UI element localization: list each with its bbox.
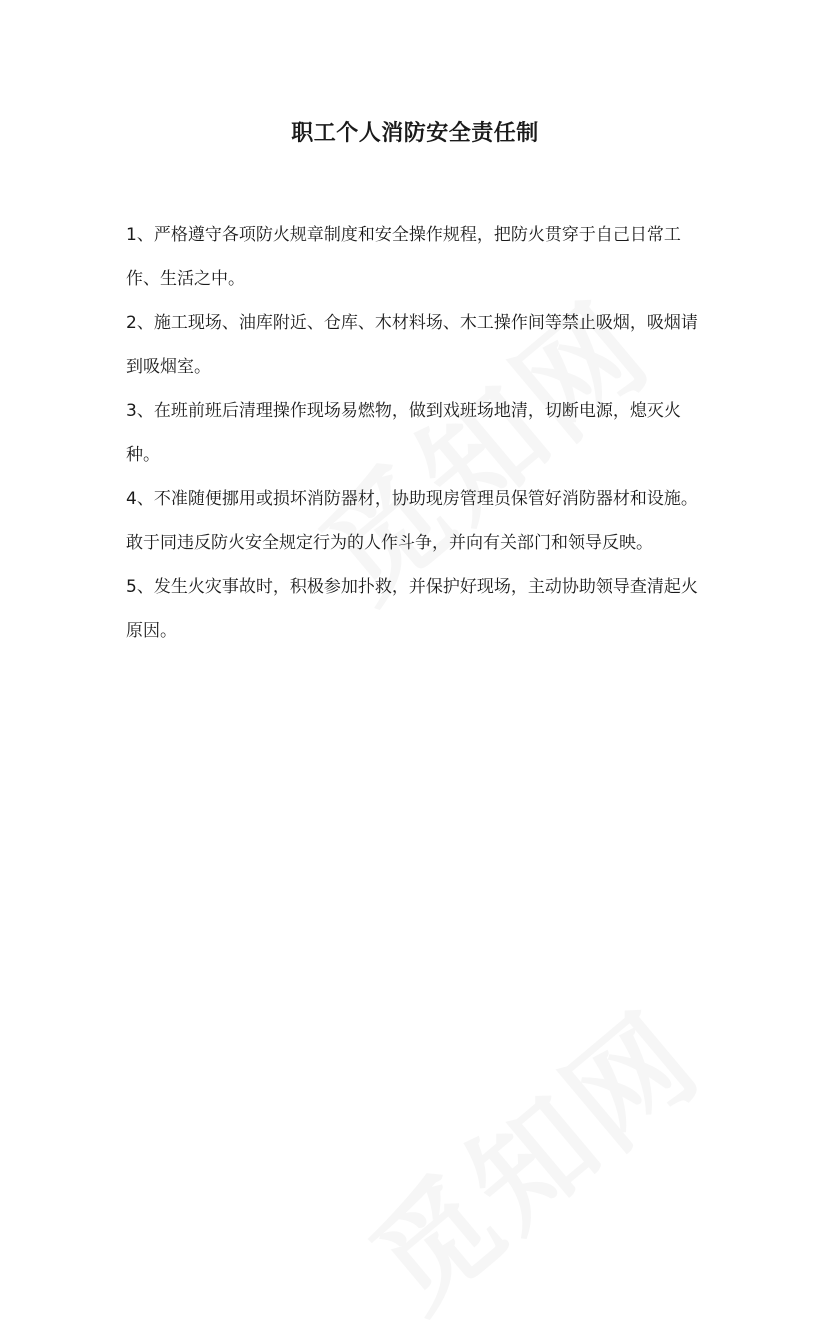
document-body [126,213,711,653]
watermark [330,967,730,1342]
clause-3: 3、在班前班后清理操作现场易燃物，做到戏班场地清，切断电源，熄灭火种。 [126,401,681,465]
clause-4: 4、不准随便挪用或损坏消防器材，协助现房管理员保管好消防器材和设施。敢于同违反防火安全规定行为的人作斗争，并向有关部门和领导反映。 [126,489,698,553]
clause-1: 1、严格遵守各项防火规章制度和安全操作规程，把防火贯穿于自己日常工作、生活之中。 [126,225,681,289]
clause-5: 5、发生火灾事故时，积极参加扑救，并保护好现场，主动协助领导查清起火原因。 [126,577,698,641]
document-title: 职工个人消防安全责任制 [291,121,539,146]
clause-2: 2、施工现场、油库附近、仓库、木材料场、木工操作间等禁止吸烟，吸烟请到吸烟室。 [126,313,698,377]
